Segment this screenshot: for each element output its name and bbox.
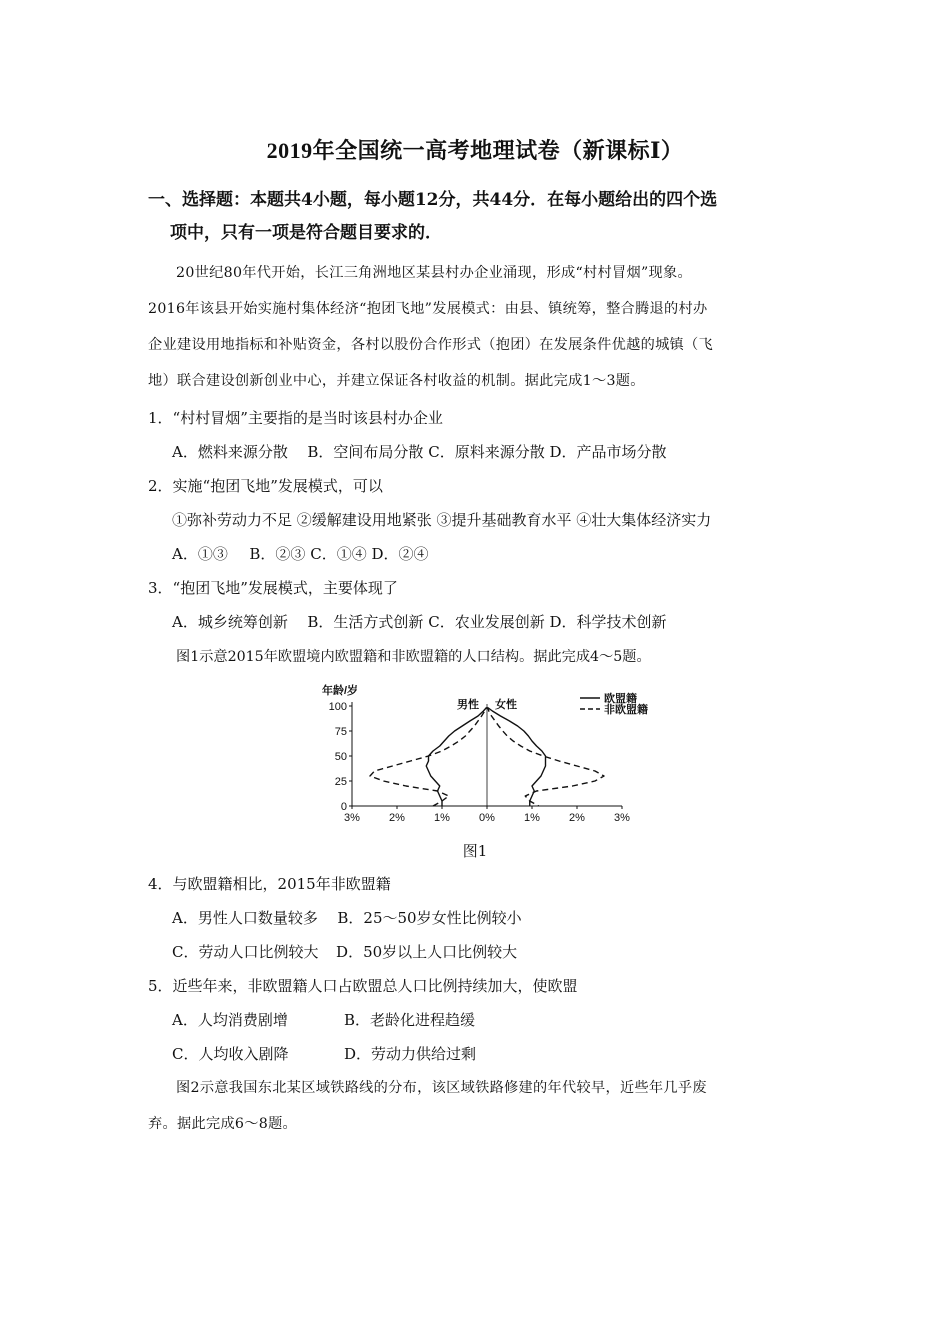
question-4-stem: 4．与欧盟籍相比，2015年非欧盟籍	[148, 875, 391, 893]
population-pyramid-chart	[318, 684, 648, 829]
y-axis-title: 年龄/岁	[322, 685, 359, 697]
x-tick-label: 2%	[569, 812, 585, 824]
question-4-options-row1	[172, 906, 522, 930]
legend-label: 欧盟籍	[604, 693, 637, 705]
legend-label: 非欧盟籍	[604, 704, 648, 716]
question-2-stem: 2．实施“抱团飞地”发展模式，可以	[148, 477, 383, 495]
passage-1-line1: 20世纪80年代开始，长江三角洲地区某县村办企业涌现，形成“村村冒烟”现象。	[176, 265, 693, 281]
q1-option-a[interactable]: A．燃料来源分散	[172, 443, 288, 461]
y-tick-label: 75	[334, 726, 347, 738]
q4-option-c[interactable]: C．劳动人口比例较大	[172, 943, 319, 961]
q4-option-b[interactable]: B．25～50岁女性比例较小	[337, 909, 522, 927]
question-2-options	[172, 542, 429, 566]
female-label: 女性	[495, 699, 517, 711]
y-tick-label: 0	[340, 801, 347, 813]
question-3-options	[172, 610, 667, 634]
section-heading-line1: 一、选择题：本题共4小题，每小题12分，共44分．在每小题给出的四个选	[148, 190, 718, 210]
chart-axes	[349, 702, 622, 809]
q3-option-b[interactable]: B．生活方式创新	[307, 613, 424, 631]
q5-option-b[interactable]: B．老龄化进程趋缓	[344, 1011, 476, 1029]
question-5-options-row2	[172, 1042, 476, 1066]
figure-1-caption: 图1	[462, 842, 488, 860]
passage-1-line2: 2016年该县开始实施村集体经济“抱团飞地”发展模式：由县、镇统筹，整合腾退的村办	[148, 301, 708, 317]
male-label: 男性	[457, 699, 479, 711]
figure-1-intro: 图1示意2015年欧盟境内欧盟籍和非欧盟籍的人口结构。据此完成4～5题。	[176, 649, 651, 665]
x-tick-label: 1%	[434, 812, 450, 824]
x-tick-label: 2%	[389, 812, 405, 824]
question-5-stem: 5．近些年来，非欧盟籍人口占欧盟总人口比例持续加大，使欧盟	[148, 977, 578, 995]
q3-option-c[interactable]: C．农业发展创新	[428, 613, 545, 631]
x-tick-label: 0%	[479, 812, 495, 824]
passage-1	[148, 255, 808, 399]
q3-option-a[interactable]: A．城乡统筹创新	[172, 613, 288, 631]
series-eu-citizens-line	[426, 708, 545, 806]
q2-option-d[interactable]: D．②④	[371, 545, 429, 563]
question-3-stem: 3．“抱团飞地”发展模式，主要体现了	[148, 579, 398, 597]
x-tick-label: 1%	[524, 812, 540, 824]
question-5-options-row1	[172, 1008, 475, 1032]
q1-option-d[interactable]: D．产品市场分散	[549, 443, 667, 461]
page-title: 2019年全国统一高考地理试卷（新课标Ⅰ）	[266, 138, 684, 163]
passage-1-line4: 地）联合建设创新创业中心，并建立保证各村收益的机制。据此完成1～3题。	[148, 373, 645, 389]
q4-option-d[interactable]: D．50岁以上人口比例较大	[336, 943, 518, 961]
q1-option-b[interactable]: B．空间布局分散	[307, 443, 424, 461]
x-tick-label: 3%	[614, 812, 630, 824]
question-2-items: ①弥补劳动力不足 ②缓解建设用地紧张 ③提升基础教育水平 ④壮大集体经济实力	[172, 511, 712, 529]
x-tick-label: 3%	[344, 812, 360, 824]
passage-1-line3: 企业建设用地指标和补贴资金，各村以股份合作形式（抱团）在发展条件优越的城镇（飞	[148, 337, 714, 353]
q3-option-d[interactable]: D．科学技术创新	[549, 613, 667, 631]
question-1-options	[172, 440, 667, 464]
q1-option-c[interactable]: C．原料来源分散	[428, 443, 545, 461]
q2-option-b[interactable]: B．②③	[249, 545, 306, 563]
passage-3-line2: 弃。据此完成6～8题。	[148, 1116, 298, 1132]
q2-option-a[interactable]: A．①③	[172, 545, 228, 563]
section-heading	[148, 184, 818, 250]
q5-option-d[interactable]: D．劳动力供给过剩	[344, 1045, 477, 1063]
q5-option-c[interactable]: C．人均收入剧降	[172, 1045, 289, 1063]
passage-3	[148, 1070, 808, 1142]
y-tick-label: 50	[334, 751, 347, 763]
q2-option-c[interactable]: C．①④	[310, 545, 367, 563]
chart-labels	[322, 683, 648, 824]
passage-3-line1: 图2示意我国东北某区域铁路线的分布，该区域铁路修建的年代较早，近些年几乎废	[176, 1080, 707, 1096]
q4-option-a[interactable]: A．男性人口数量较多	[172, 909, 318, 927]
y-tick-label: 100	[328, 701, 347, 713]
question-1-stem: 1．“村村冒烟”主要指的是当时该县村办企业	[148, 409, 443, 427]
q5-option-a[interactable]: A．人均消费剧增	[172, 1011, 288, 1029]
y-tick-label: 25	[334, 776, 347, 788]
section-heading-line2: 项中，只有一项是符合题目要求的．	[170, 223, 442, 243]
question-4-options-row2	[172, 940, 517, 964]
